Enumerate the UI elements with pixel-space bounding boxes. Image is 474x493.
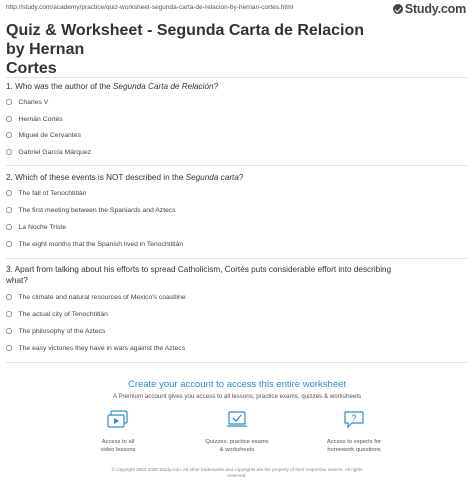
radio-button[interactable] xyxy=(6,345,12,351)
create-account-link[interactable]: Create your account to access this entire worksheet xyxy=(127,379,347,390)
copyright-footer: © copyright 2003-2020 Study.com. All other trademarks and copyrights are the property of their respective owners. All rights reserved. xyxy=(111,467,363,478)
title-line-1: Quiz & Worksheet - Segunda Carta de Relacion by Hernan xyxy=(6,22,364,58)
promo-subtitle: A Premium account gives you access to all lessons, practice exams, quizzes & worksheets xyxy=(112,393,362,400)
divider xyxy=(6,77,468,78)
divider xyxy=(6,362,468,363)
radio-button[interactable] xyxy=(6,149,12,155)
radio-button[interactable] xyxy=(6,99,12,105)
logo-text: Study.com xyxy=(404,2,466,16)
title-line-2: Cortes xyxy=(6,60,57,77)
quizzes-icon xyxy=(225,409,249,431)
q3-option-a[interactable]: The climate and natural resources of Mexico's coastline xyxy=(6,290,186,304)
video-lessons-icon xyxy=(106,409,130,431)
radio-button[interactable] xyxy=(6,132,12,138)
radio-button[interactable] xyxy=(6,190,12,196)
feature-experts: ? Access to experts for homework questions xyxy=(309,409,399,454)
question-1: 1. Who was the author of the Segunda Carta de Relación? xyxy=(6,82,219,91)
q2-option-d[interactable]: The eight months that the Spanish lived in Tenochtitlán xyxy=(6,237,183,251)
q2-option-c[interactable]: La Noche Triste xyxy=(6,220,66,234)
study-logo-check-icon xyxy=(393,4,403,14)
svg-text:?: ? xyxy=(351,413,357,423)
radio-button[interactable] xyxy=(6,207,12,213)
q1-option-b[interactable]: Hernán Cortés xyxy=(6,112,63,126)
q1-option-a[interactable]: Charles V xyxy=(6,95,48,109)
q3-option-d[interactable]: The easy victories they have in wars against the Aztecs xyxy=(6,341,185,355)
divider xyxy=(6,258,468,259)
radio-button[interactable] xyxy=(6,294,12,300)
radio-button[interactable] xyxy=(6,311,12,317)
radio-button[interactable] xyxy=(6,116,12,122)
experts-icon xyxy=(342,409,366,431)
study-logo[interactable] xyxy=(393,2,466,16)
radio-button[interactable] xyxy=(6,241,12,247)
q3-option-c[interactable]: The philosophy of the Aztecs xyxy=(6,324,105,338)
page-url: http://study.com/academy/practice/quiz-worksheet-segunda-carta-de-relacion-by-hernan-cortes.html xyxy=(6,4,294,11)
divider xyxy=(6,165,468,166)
q2-option-b[interactable]: The first meeting between the Spaniards and Aztecs xyxy=(6,203,176,217)
q1-option-c[interactable]: Miguel de Cervantes xyxy=(6,128,81,142)
radio-button[interactable] xyxy=(6,224,12,230)
q2-option-a[interactable]: The fall of Tenochtitlán xyxy=(6,186,86,200)
page-title xyxy=(6,21,386,78)
top-bar xyxy=(0,0,474,16)
feature-quizzes: Quizzes, practice exams & worksheets xyxy=(192,409,282,454)
question-3: 3. Apart from talking about his efforts to spread Catholicism, Cortés puts considerable effort into describing what? xyxy=(6,265,392,285)
feature-video-lessons: Access to all video lessons xyxy=(73,409,163,454)
question-2: 2. Which of these events is NOT described in the Segunda carta? xyxy=(6,173,244,182)
q1-option-d[interactable]: Gabriel García Márquez xyxy=(6,145,91,159)
q3-option-b[interactable]: The actual city of Tenochtitlán xyxy=(6,307,108,321)
radio-button[interactable] xyxy=(6,328,12,334)
